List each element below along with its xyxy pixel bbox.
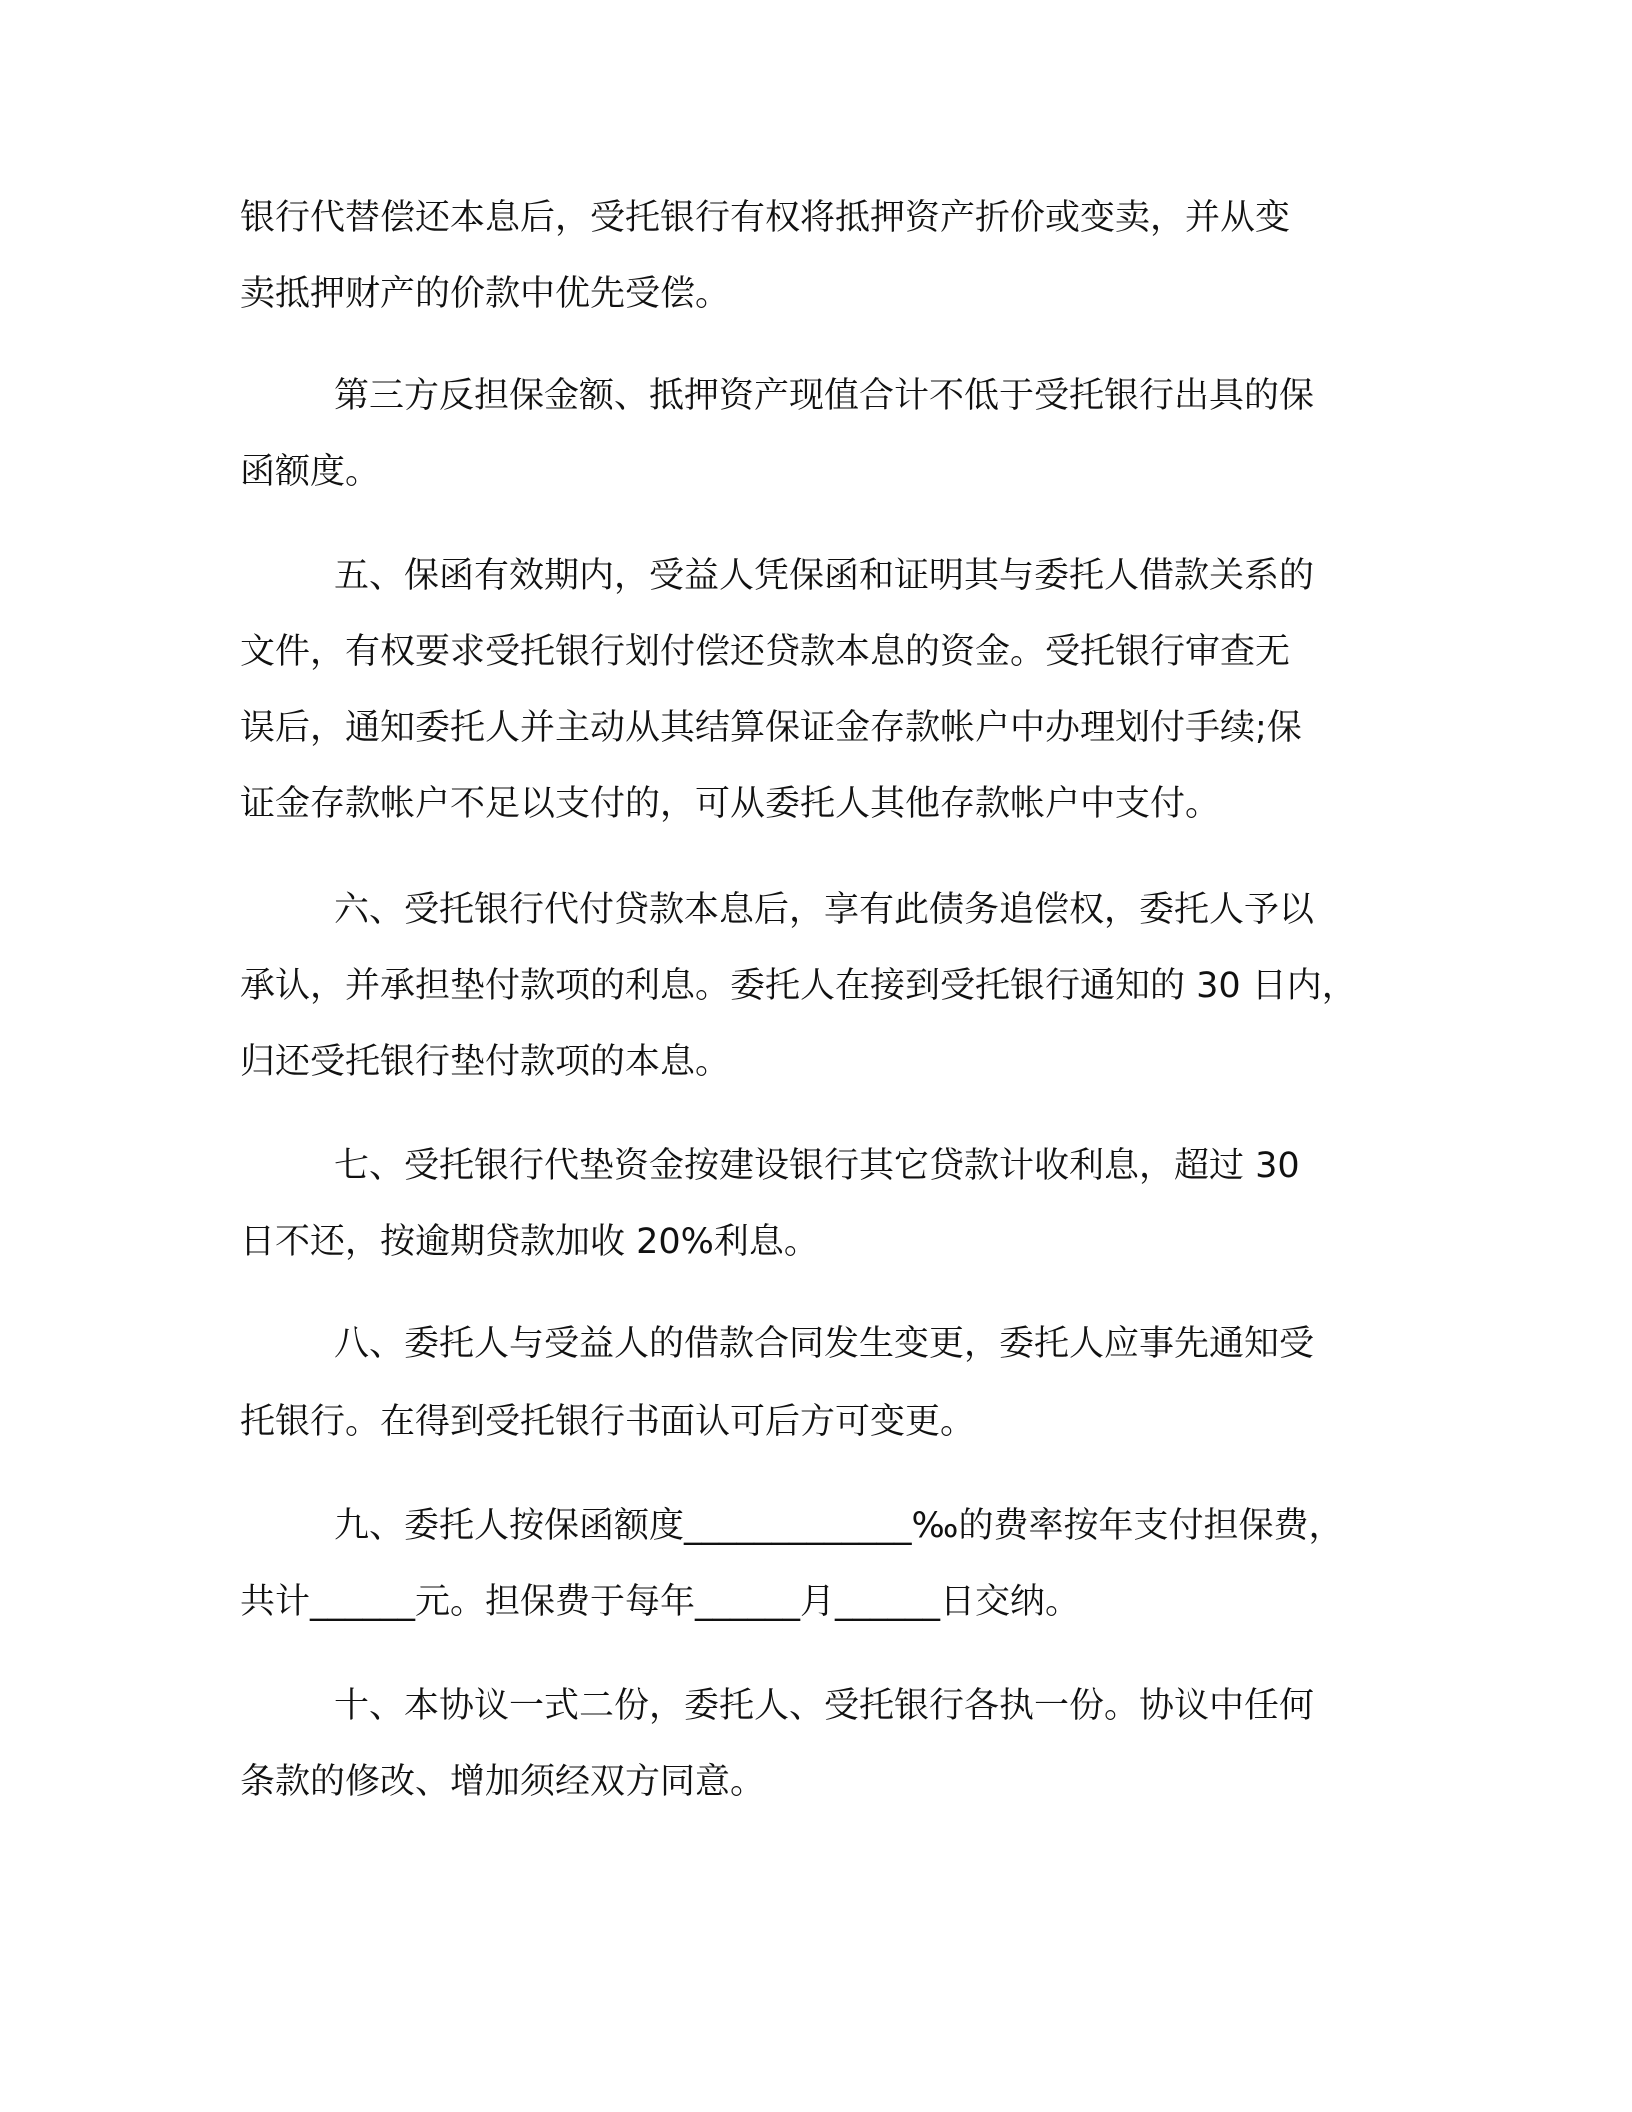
text-line: 银行代替偿还本息后，受托银行有权将抵押资产折价或变卖，并从变 (240, 198, 1291, 238)
paragraph-line: 七、受托银行代垫资金按建设银行其它贷款计收利息，超过 30 (334, 1146, 1300, 1186)
text-line: 文件，有权要求受托银行划付偿还贷款本息的资金。受托银行审查无 (240, 632, 1291, 672)
text-line: 条款的修改、增加须经双方同意。 (240, 1762, 766, 1802)
text-line: 归还受托银行垫付款项的本息。 (240, 1042, 731, 1082)
text-line: 卖抵押财产的价款中优先受偿。 (240, 274, 731, 314)
text-line: 误后，通知委托人并主动从其结算保证金存款帐户中办理划付手续;保 (240, 708, 1302, 748)
text-line: 共计______元。担保费于每年______月______日交纳。 (240, 1582, 1081, 1622)
paragraph-line: 五、保函有效期内，受益人凭保函和证明其与委托人借款关系的 (334, 556, 1315, 596)
paragraph-line: 九、委托人按保函额度_____________‰的费率按年支付担保费， (334, 1506, 1344, 1546)
text-line: 函额度。 (240, 452, 381, 492)
text-line: 托银行。在得到受托银行书面认可后方可变更。 (240, 1402, 976, 1442)
paragraph-line: 第三方反担保金额、抵押资产现值合计不低于受托银行出具的保 (334, 376, 1315, 416)
paragraph-line: 八、委托人与受益人的借款合同发生变更，委托人应事先通知受 (334, 1324, 1315, 1364)
paragraph-line: 六、受托银行代付贷款本息后，享有此债务追偿权，委托人予以 (334, 890, 1315, 930)
paragraph-line: 十、本协议一式二份，委托人、受托银行各执一份。协议中任何 (334, 1686, 1315, 1726)
text-line: 证金存款帐户不足以支付的，可从委托人其他存款帐户中支付。 (240, 784, 1221, 824)
text-line: 日不还，按逾期贷款加收 20%利息。 (240, 1222, 819, 1262)
text-line: 承认，并承担垫付款项的利息。委托人在接到受托银行通知的 30 日内， (240, 966, 1357, 1006)
